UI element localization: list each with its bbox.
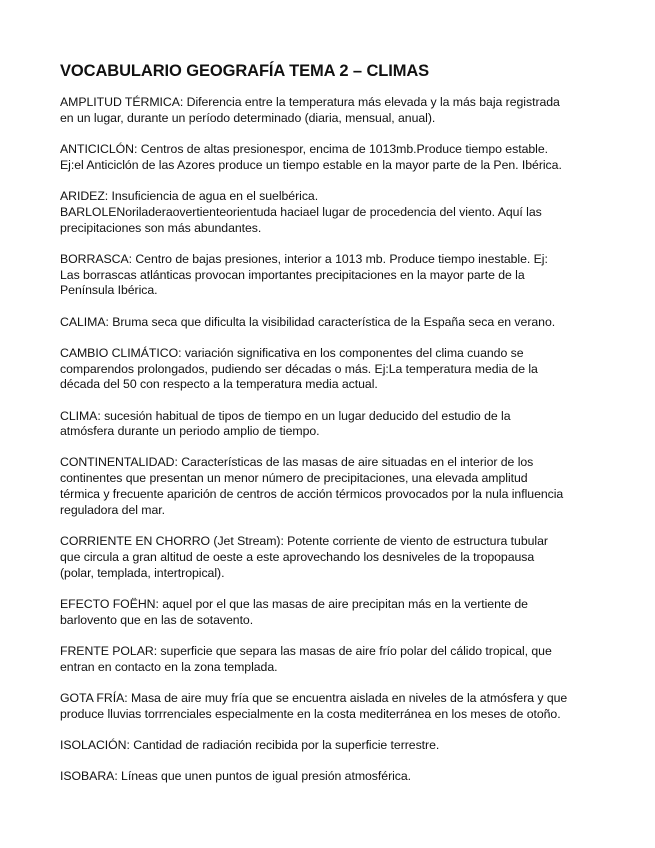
glossary-entry bbox=[60, 346, 605, 393]
entry-line: ANTICICLÓN: Centros de altas presionespor, encima de 1013mb.Produce tiempo estable. bbox=[60, 141, 548, 156]
entry-line: GOTA FRÍA: Masa de aire muy fría que se encuentra aislada en niveles de la atmósfera y que bbox=[60, 690, 568, 705]
entry-line: CORRIENTE EN CHORRO (Jet Stream): Potente corriente de viento de estructura tubular bbox=[60, 534, 548, 549]
entry-line: entran en contacto en la zona templada. bbox=[60, 659, 278, 674]
entry-line: CLIMA: sucesión habitual de tipos de tiempo en un lugar deducido del estudio de la bbox=[60, 408, 511, 423]
glossary-entry bbox=[60, 142, 605, 174]
entry-line: BARLOLENoriladeraovertienteorientuda haciael lugar de procedencia del viento. Aquí las bbox=[60, 204, 542, 219]
entry-line: Península Ibérica. bbox=[60, 283, 158, 298]
entry-line: Ej:el Anticiclón de las Azores produce un tiempo estable en la mayor parte de la Pen. Ibérica. bbox=[60, 157, 562, 172]
entry-line: Las borrascas atlánticas provocan importantes precipitaciones en la mayor parte de la bbox=[60, 267, 525, 282]
entry-line: CONTINENTALIDAD: Características de las masas de aire situadas en el interior de los bbox=[60, 455, 534, 470]
entry-line: ISOBARA: Líneas que unen puntos de igual presión atmosférica. bbox=[60, 768, 412, 783]
entry-line: BORRASCA: Centro de bajas presiones, interior a 1013 mb. Produce tiempo inestable. Ej: bbox=[60, 251, 548, 266]
entry-line: AMPLITUD TÉRMICA: Diferencia entre la temperatura más elevada y la más baja registrada bbox=[60, 95, 560, 109]
entry-line: ISOLACIÓN: Cantidad de radiación recibida por la superficie terrestre. bbox=[60, 737, 440, 752]
entry-line: produce lluvias torrrenciales especialmente en la costa mediterránea en los meses de otoño. bbox=[60, 706, 561, 721]
glossary-entry bbox=[60, 644, 605, 676]
entry-line: reguladora del mar. bbox=[60, 502, 166, 517]
entry-line: que circula a gran altitud de oeste a este aprovechando los desniveles de la tropopausa bbox=[60, 549, 535, 564]
entry-line: CALIMA: Bruma seca que dificulta la visibilidad característica de la España seca en verano. bbox=[60, 314, 556, 329]
entry-line: década del 50 con respecto a la temperatura media actual. bbox=[60, 377, 378, 392]
entry-line: EFECTO FOËHN: aquel por el que las masas de aire precipitan más en la vertiente de bbox=[60, 596, 528, 611]
entry-line: continentes que presentan un menor número de precipitaciones, una elevada amplitud bbox=[60, 471, 528, 486]
entry-line: precipitaciones son más abundantes. bbox=[60, 220, 262, 235]
entry-line: atmósfera durante un periodo amplio de tiempo. bbox=[60, 424, 320, 439]
entry-line: FRENTE POLAR: superficie que separa las masas de aire frío polar del cálido tropical, que bbox=[60, 643, 552, 658]
glossary-entry bbox=[60, 597, 605, 629]
glossary-entry bbox=[60, 409, 605, 441]
document-title: VOCABULARIO GEOGRAFÍA TEMA 2 – CLIMAS bbox=[60, 62, 430, 80]
glossary-entry bbox=[60, 691, 605, 723]
glossary-list bbox=[60, 95, 605, 785]
entry-line: (polar, templada, intertropical). bbox=[60, 565, 225, 580]
document-page bbox=[60, 60, 605, 800]
glossary-entry bbox=[60, 95, 605, 127]
glossary-entry bbox=[60, 252, 605, 299]
glossary-entry bbox=[60, 738, 605, 754]
entry-line: barlovento que en las de sotavento. bbox=[60, 612, 254, 627]
glossary-entry bbox=[60, 455, 605, 518]
entry-line: en un lugar, durante un período determinado (diaria, mensual, anual). bbox=[60, 110, 436, 125]
glossary-entry bbox=[60, 189, 605, 236]
entry-line: CAMBIO CLIMÁTICO: variación significativa en los componentes del clima cuando se bbox=[60, 345, 524, 360]
entry-line: comparendos prolongados, pudiendo ser décadas o más. Ej:La temperatura media de la bbox=[60, 361, 538, 376]
glossary-entry bbox=[60, 315, 605, 331]
entry-line: térmica y frecuente aparición de centros de acción térmicos provocados por la nula influencia bbox=[60, 487, 564, 502]
glossary-entry bbox=[60, 769, 605, 785]
glossary-entry bbox=[60, 534, 605, 581]
entry-line: ARIDEZ: Insuficiencia de agua en el suelbérica. bbox=[60, 188, 319, 203]
